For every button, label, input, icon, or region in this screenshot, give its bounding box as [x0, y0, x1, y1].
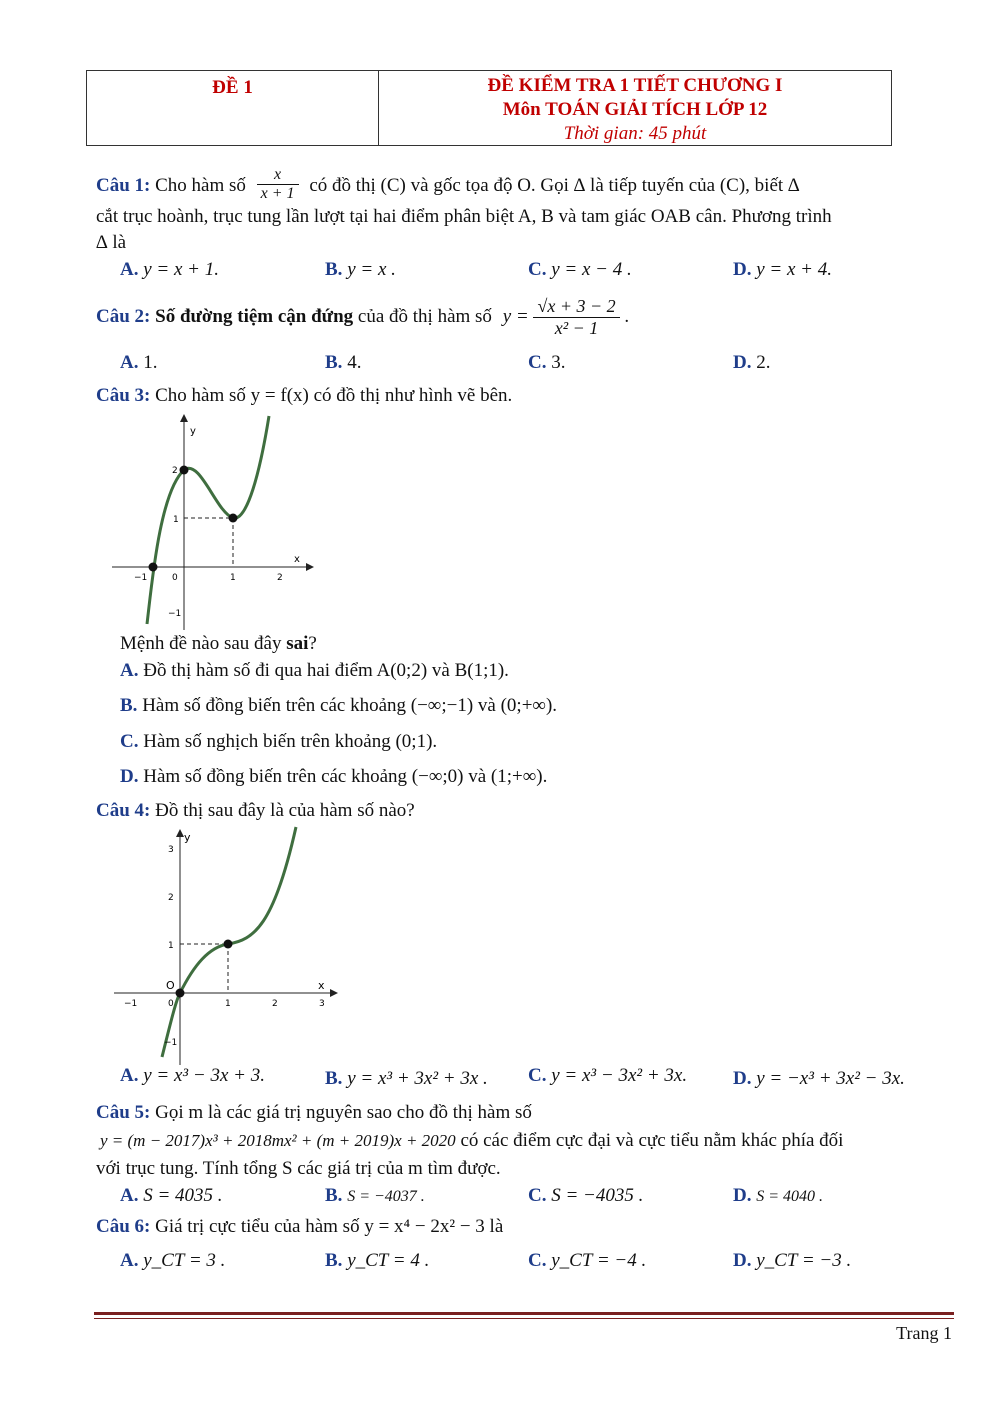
q4-ylabel: y: [184, 831, 191, 844]
q4-xlabel: x: [318, 979, 325, 992]
q4-label: Câu 4:: [96, 800, 151, 821]
option-letter: B.: [325, 259, 343, 280]
q3-option-b: [120, 695, 557, 717]
option-letter: C.: [120, 731, 139, 752]
q5-text2: có các điểm cực đại và cực tiểu nằm khác phía đối: [460, 1130, 844, 1151]
option-letter: C.: [528, 1185, 547, 1206]
q6-option-b: [325, 1250, 429, 1272]
q3-prompt-text: Mệnh đề nào sau đây: [120, 633, 282, 654]
q2-frac-num: √x + 3 − 2: [533, 296, 619, 318]
option-text: 4.: [347, 352, 362, 373]
option-letter: A.: [120, 352, 139, 373]
q6-label: Câu 6:: [96, 1216, 151, 1237]
option-letter: B.: [325, 352, 343, 373]
q3-prompt: [120, 633, 317, 655]
option-text: S = 4035 .: [143, 1185, 223, 1206]
option-text: y = x³ + 3x² + 3x .: [347, 1068, 488, 1089]
q6-option-a: [120, 1250, 225, 1272]
q5-option-a: [120, 1185, 223, 1207]
exam-title: ĐỀ KIỂM TRA 1 TIẾT CHƯƠNG I: [487, 75, 783, 96]
option-letter: B.: [325, 1250, 343, 1271]
q3-ytick: 2: [172, 466, 178, 476]
q2-text: của đồ thị hàm số: [357, 305, 492, 327]
q3-xtick: 2: [277, 573, 283, 583]
page-number: Trang 1: [896, 1323, 952, 1343]
footer-rule-thick: [94, 1312, 954, 1315]
q3-line: [96, 385, 512, 407]
q3-option-c: [120, 731, 437, 753]
option-text: y = x .: [347, 259, 396, 280]
q1-option-d: [733, 259, 832, 281]
q3-option-d: [120, 766, 547, 788]
option-text: S = 4040 .: [756, 1188, 824, 1205]
option-letter: C.: [528, 1065, 547, 1086]
point-origin: [176, 989, 185, 998]
q4-xtick: −1: [124, 999, 138, 1009]
q3-curve: [147, 416, 269, 624]
q6-line: [96, 1216, 503, 1238]
q4-graph: [114, 825, 344, 1065]
q5-option-d: [733, 1185, 823, 1207]
option-text: 2.: [756, 352, 771, 373]
q5-option-b: [325, 1185, 425, 1207]
q5-option-c: [528, 1185, 643, 1207]
q2-option-b: [325, 352, 361, 374]
footer-rule-thin: [94, 1318, 954, 1319]
point-max: [180, 466, 189, 475]
option-letter: A.: [120, 259, 139, 280]
q3-prompt-end: ?: [308, 633, 317, 654]
option-letter: C.: [528, 259, 547, 280]
option-letter: A.: [120, 660, 139, 681]
q1-option-b: [325, 259, 396, 281]
point-min: [229, 514, 238, 523]
q2-y-eq: y =: [502, 305, 529, 327]
q4-xtick: 3: [319, 999, 325, 1009]
option-text: y = x − 4 .: [551, 259, 632, 280]
q1-line2: cắt trục hoành, trục tung lần lượt tại hai điểm phân biệt A, B và tam giác OAB cân. Phương trình: [96, 206, 832, 227]
option-text: y_CT = 3 .: [143, 1250, 226, 1271]
q4-option-d: [733, 1068, 905, 1090]
q4-ytick: −1: [164, 1038, 178, 1048]
q2-bold-text: Số đường tiệm cận đứng: [155, 305, 354, 327]
q4-origin-label: O: [166, 979, 175, 992]
x-axis-arrow: [306, 563, 314, 571]
q6-option-c: [528, 1250, 646, 1272]
option-text: y_CT = −3 .: [756, 1250, 852, 1271]
option-text: y_CT = 4 .: [347, 1250, 430, 1271]
q4-text: Đồ thị sau đây là của hàm số nào?: [155, 800, 415, 821]
q4-line: [96, 800, 415, 822]
q5-function: y = (m − 2017)x³ + 2018mx² + (m + 2019)x + 2020: [100, 1131, 456, 1150]
q3-text: Cho hàm số y = f(x) có đồ thị như hình vẽ bên.: [155, 385, 513, 406]
option-letter: A.: [120, 1250, 139, 1271]
option-text: Đồ thị hàm số đi qua hai điểm A(0;2) và B(1;1).: [143, 660, 509, 681]
option-text: 1.: [143, 352, 158, 373]
q1-option-c: [528, 259, 632, 281]
q3-ylabel: y: [190, 426, 196, 437]
q4-option-c: [528, 1065, 687, 1087]
q5-line1: [96, 1102, 532, 1124]
option-text: S = −4037 .: [347, 1188, 425, 1205]
q3-label: Câu 3:: [96, 385, 151, 406]
point-inflection: [224, 940, 233, 949]
option-letter: C.: [528, 1250, 547, 1271]
option-letter: D.: [733, 352, 752, 373]
q6-option-d: [733, 1250, 851, 1272]
q4-xtick: 1: [225, 999, 231, 1009]
option-text: y = x + 1.: [143, 259, 219, 280]
option-letter: D.: [733, 259, 752, 280]
q2-option-d: [733, 352, 770, 374]
q4-ytick: 3: [168, 845, 174, 855]
q3-xtick: 1: [230, 573, 236, 583]
q4-xtick: 2: [272, 999, 278, 1009]
option-letter: D.: [733, 1250, 752, 1271]
exam-code: ĐỀ 1: [212, 77, 253, 98]
q1-line3: ∆ là: [96, 232, 127, 253]
y-axis-arrow: [176, 829, 184, 837]
q3-ytick: 1: [173, 515, 179, 525]
q3-xtick: 0: [172, 573, 178, 583]
option-letter: D.: [733, 1185, 752, 1206]
q2-line: [96, 296, 629, 339]
x-axis-arrow: [330, 989, 338, 997]
q5-line2: [100, 1130, 843, 1152]
q4-ytick: 1: [168, 941, 174, 951]
q1-text-b: có đồ thị (C) và gốc tọa độ O. Gọi ∆ là tiếp tuyến của (C), biết ∆: [309, 174, 800, 196]
q5-label: Câu 5:: [96, 1102, 151, 1123]
q3-xlabel: x: [294, 554, 300, 565]
q1-frac-num: x: [257, 166, 299, 185]
option-text: Hàm số đồng biến trên các khoảng (−∞;−1) và (0;+∞).: [142, 695, 558, 716]
option-text: Hàm số nghịch biến trên khoảng (0;1).: [143, 731, 438, 752]
option-text: Hàm số đồng biến trên các khoảng (−∞;0) và (1;+∞).: [143, 766, 548, 787]
option-text: y = x³ − 3x² + 3x.: [551, 1065, 688, 1086]
q5-line3: với trục tung. Tính tổng S các giá trị của m tìm được.: [96, 1158, 501, 1179]
option-text: y_CT = −4 .: [551, 1250, 647, 1271]
option-letter: A.: [120, 1185, 139, 1206]
q6-text: Giá trị cực tiểu của hàm số y = x⁴ − 2x² − 3 là: [155, 1216, 504, 1237]
q4-xtick: 0: [168, 999, 174, 1009]
q3-graph: [112, 412, 322, 630]
option-letter: C.: [528, 352, 547, 373]
option-letter: A.: [120, 1065, 139, 1086]
q3-xtick: −1: [134, 573, 148, 583]
exam-subject: Môn TOÁN GIẢI TÍCH LỚP 12: [502, 99, 768, 120]
q2-fraction: [533, 296, 619, 339]
option-text: y = −x³ + 3x² − 3x.: [756, 1068, 905, 1089]
q3-prompt-bold: sai: [286, 633, 309, 654]
q1-text-a: Cho hàm số: [155, 174, 246, 196]
option-letter: B.: [325, 1185, 343, 1206]
q1-label: Câu 1:: [96, 174, 151, 196]
option-text: 3.: [551, 352, 566, 373]
q4-ytick: 2: [168, 893, 174, 903]
q1-fraction: [257, 166, 299, 203]
option-text: S = −4035 .: [551, 1185, 644, 1206]
q2-period: .: [624, 305, 630, 327]
header-table: [86, 70, 892, 146]
exam-time: Thời gian: 45 phút: [563, 123, 707, 144]
option-letter: D.: [733, 1068, 752, 1089]
q4-option-b: [325, 1068, 488, 1090]
q3-ytick: −1: [168, 609, 182, 619]
option-letter: B.: [325, 1068, 343, 1089]
q2-frac-den: x² − 1: [554, 318, 599, 338]
y-axis-arrow: [180, 414, 188, 422]
point-root: [149, 563, 158, 572]
q5-text1: Gọi m là các giá trị nguyên sao cho đồ thị hàm số: [155, 1102, 532, 1123]
q2-option-a: [120, 352, 157, 374]
q3-option-a: [120, 660, 509, 682]
option-letter: B.: [120, 695, 138, 716]
option-letter: D.: [120, 766, 139, 787]
option-text: y = x³ − 3x + 3.: [143, 1065, 265, 1086]
option-text: y = x + 4.: [756, 259, 832, 280]
q2-label: Câu 2:: [96, 305, 151, 327]
q1-line1: [96, 168, 800, 205]
q2-option-c: [528, 352, 565, 374]
q1-option-a: [120, 259, 219, 281]
q4-option-a: [120, 1065, 265, 1087]
q1-frac-den: x + 1: [260, 185, 295, 202]
